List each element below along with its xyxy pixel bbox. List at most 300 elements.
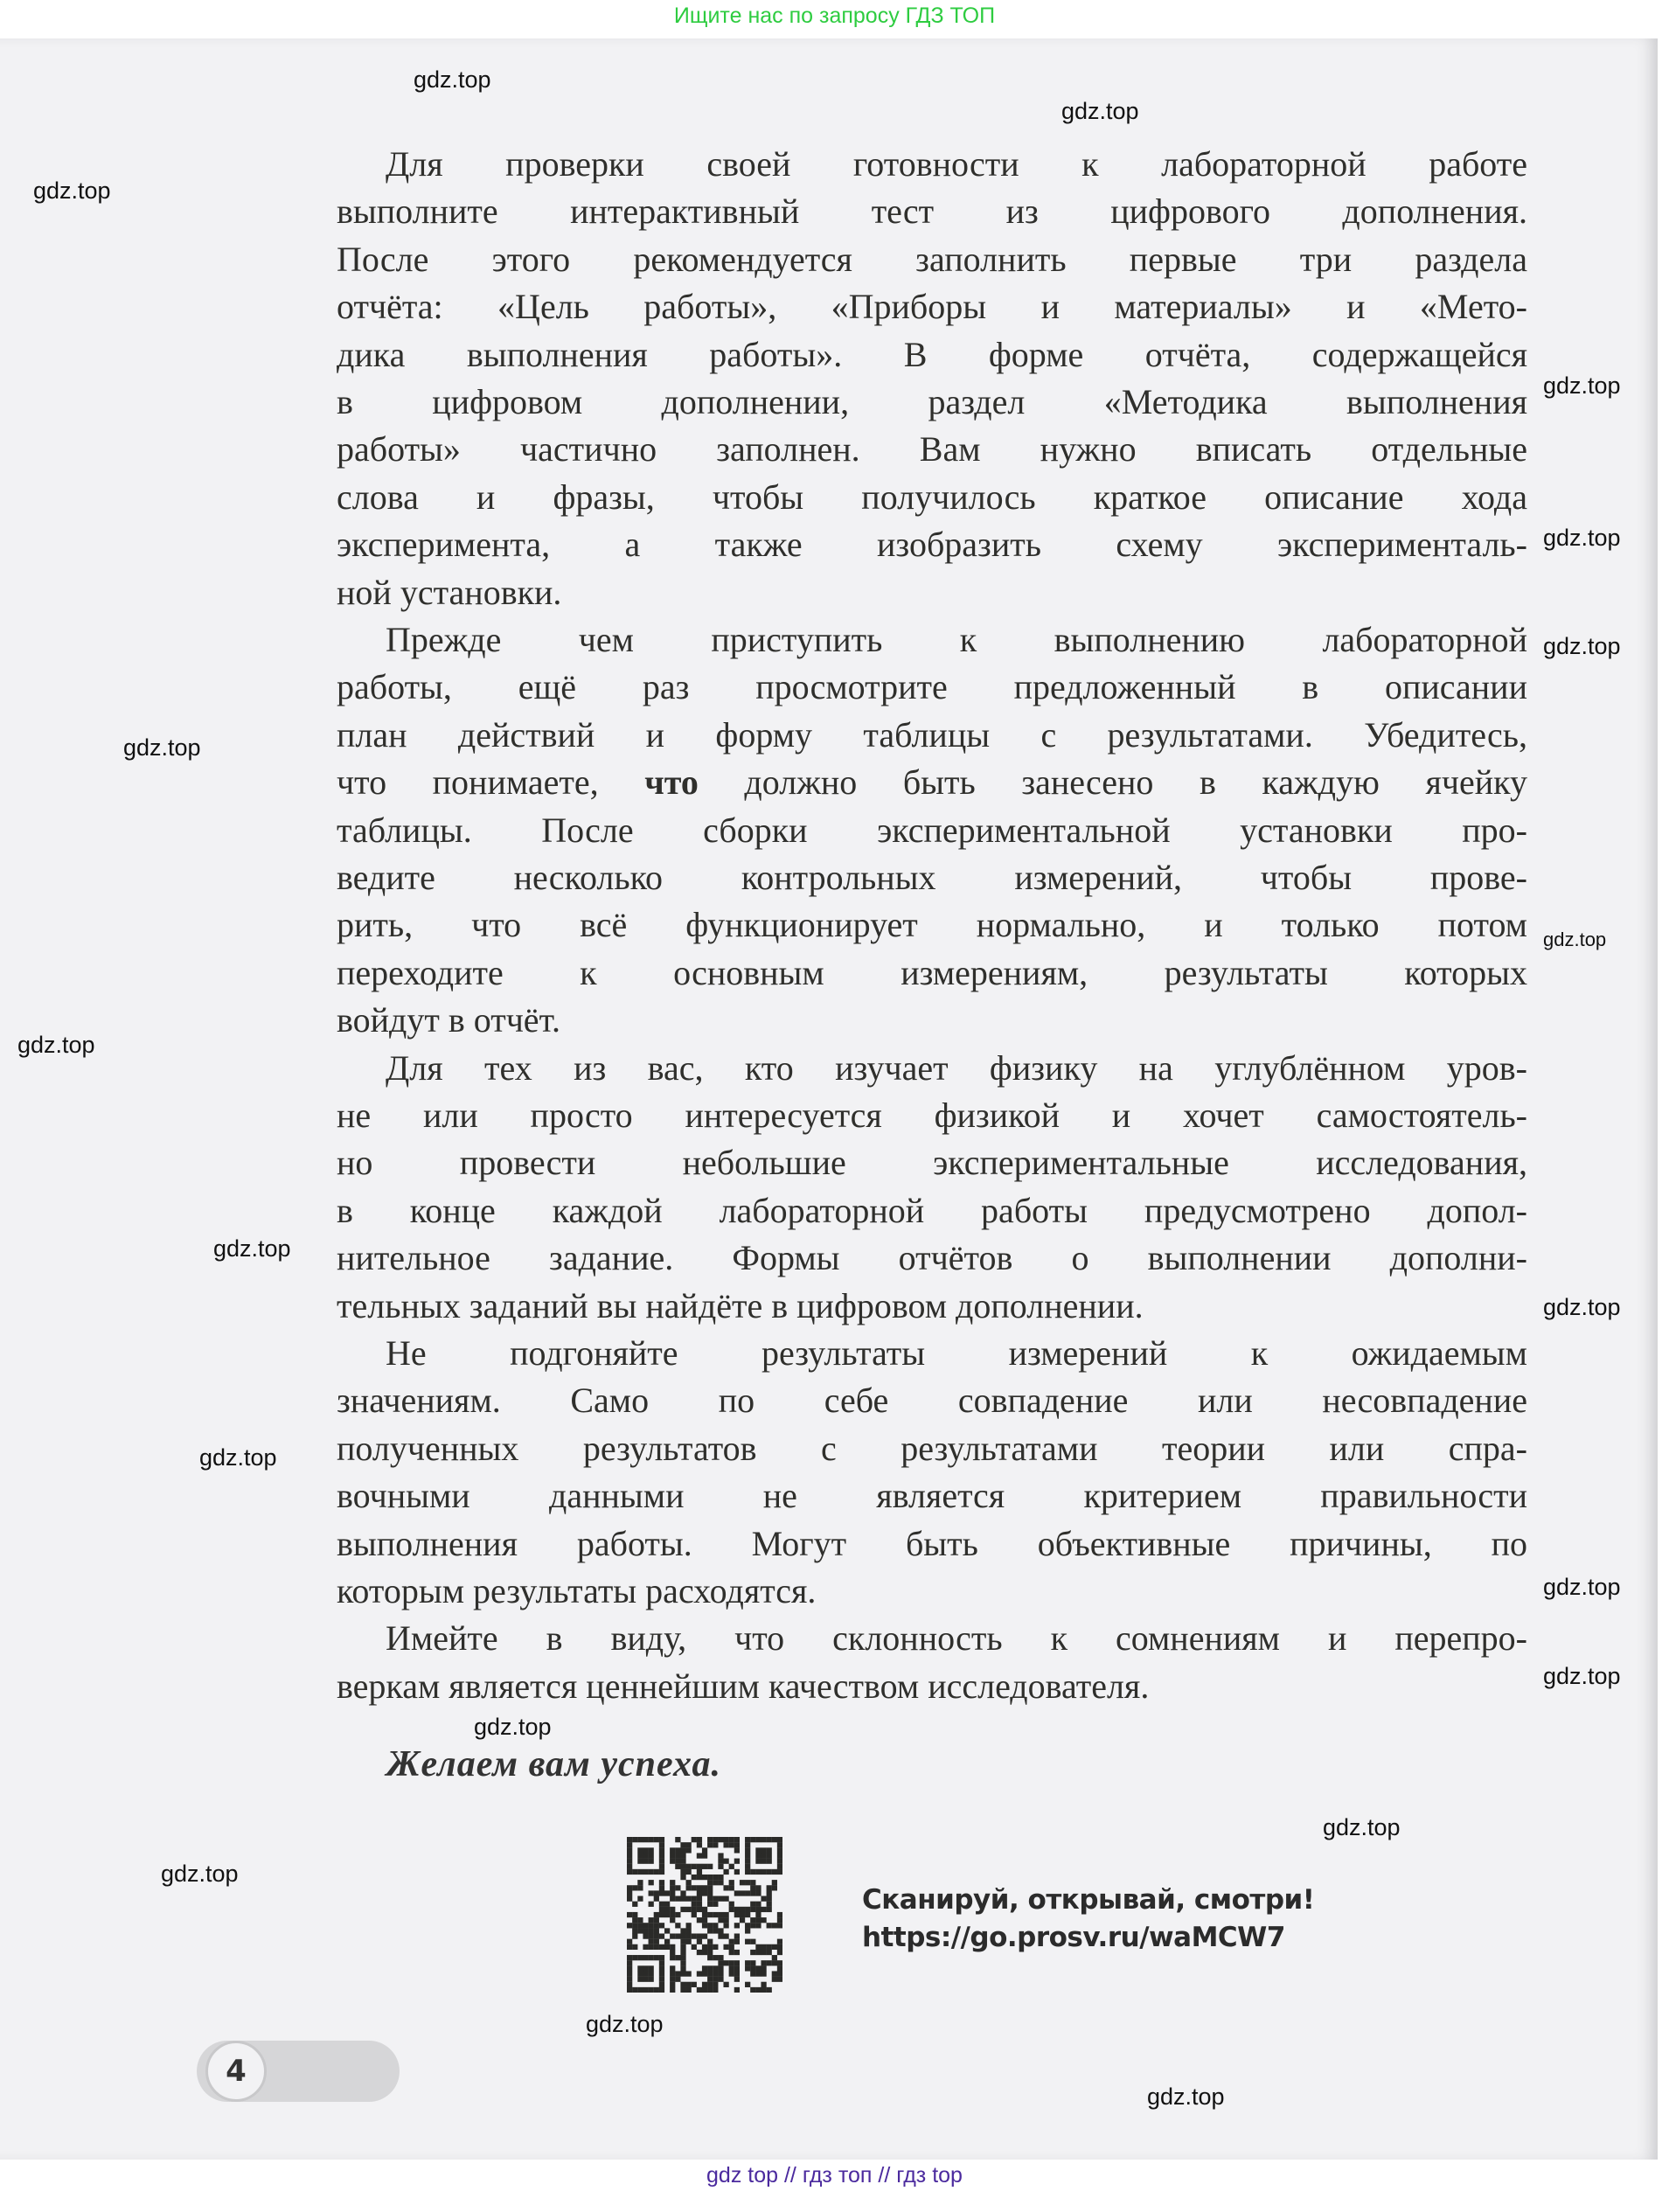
qr-module <box>637 1880 643 1885</box>
qr-module <box>686 1880 692 1885</box>
qr-module <box>670 1880 675 1885</box>
qr-module <box>702 1917 707 1923</box>
qr-module <box>734 1923 740 1928</box>
qr-module <box>659 1859 664 1864</box>
qr-module <box>772 1923 777 1928</box>
qr-module <box>707 1950 713 1955</box>
qr-module <box>637 1977 643 1982</box>
qr-module <box>723 1960 728 1965</box>
qr-module <box>670 1847 675 1853</box>
qr-module <box>745 1837 750 1842</box>
qr-module <box>772 1977 777 1982</box>
qr-module <box>697 1987 702 1993</box>
qr-module <box>734 1912 740 1917</box>
qr-module <box>680 1890 685 1896</box>
qr-module <box>729 1971 734 1976</box>
qr-module <box>713 1955 718 1960</box>
qr-module <box>697 1864 702 1869</box>
qr-module <box>649 1928 654 1933</box>
qr-module <box>637 1965 643 1971</box>
text-line: тельных заданий вы найдёте в цифровом дополнении. <box>337 1285 1144 1325</box>
qr-module <box>750 1960 755 1965</box>
qr-module <box>777 1864 782 1869</box>
qr-module <box>692 1902 697 1907</box>
qr-module <box>750 1939 755 1944</box>
qr-module <box>761 1950 766 1955</box>
qr-module <box>740 1907 745 1912</box>
qr-module <box>697 1939 702 1944</box>
qr-module <box>702 1864 707 1869</box>
qr-module <box>734 1987 740 1993</box>
qr-module <box>692 1896 697 1902</box>
text-line: работы» частично заполнен. Вам нужно вписать отдельные <box>337 429 1527 470</box>
qr-module <box>745 1880 750 1885</box>
qr-module <box>750 1869 755 1875</box>
text-line: Для проверки своей готовности к лабораторной работе <box>386 144 1527 184</box>
qr-module <box>654 1923 659 1928</box>
qr-module <box>777 1960 782 1965</box>
qr-module <box>654 1928 659 1933</box>
text-line: значениям. Само по себе совпадение или несовпадение <box>337 1381 1527 1421</box>
qr-module <box>755 1885 761 1890</box>
qr-module <box>659 1965 664 1971</box>
qr-module <box>750 1880 755 1885</box>
qr-module <box>755 1907 761 1912</box>
qr-module <box>654 1896 659 1902</box>
qr-module <box>777 1923 782 1928</box>
qr-module <box>761 1987 766 1993</box>
qr-module <box>745 1869 750 1875</box>
qr-module <box>680 1933 685 1938</box>
qr-module <box>702 1912 707 1917</box>
qr-module <box>680 1950 685 1955</box>
text-line: рить, что всё функционирует нормально, и только потом <box>337 905 1527 945</box>
qr-module <box>670 1933 675 1938</box>
qr-module <box>664 1912 670 1917</box>
qr-module <box>767 1869 772 1875</box>
qr-module <box>718 1933 723 1938</box>
watermark: gdz.top <box>1061 98 1139 124</box>
qr-module <box>637 1928 643 1933</box>
qr-module <box>654 1939 659 1944</box>
qr-module <box>627 1837 632 1842</box>
qr-module <box>649 1933 654 1938</box>
qr-module <box>649 1971 654 1976</box>
text-line: которым результаты расходятся. <box>337 1571 817 1610</box>
qr-module <box>697 1902 702 1907</box>
qr-module <box>680 1907 685 1912</box>
qr-module <box>702 1987 707 1993</box>
qr-module <box>670 1896 675 1902</box>
watermark: gdz.top <box>1147 2083 1225 2110</box>
qr-module <box>750 1907 755 1912</box>
qr-module <box>643 1965 648 1971</box>
qr-module <box>680 1960 685 1965</box>
qr-module <box>767 1896 772 1902</box>
text-line: Имейте в виду, что склонность к сомнениям и перепро- <box>386 1618 1527 1659</box>
qr-module <box>755 1869 761 1875</box>
qr-module <box>643 1971 648 1976</box>
qr-module <box>654 1933 659 1938</box>
qr-module <box>697 1971 702 1976</box>
qr-module <box>707 1928 713 1933</box>
qr-module <box>649 1847 654 1853</box>
qr-module <box>627 1971 632 1976</box>
qr-module <box>643 1977 648 1982</box>
qr-module <box>761 1907 766 1912</box>
qr-module <box>734 1842 740 1847</box>
qr-module <box>713 1880 718 1885</box>
qr-module <box>729 1885 734 1890</box>
qr-module <box>745 1853 750 1858</box>
qr-module <box>745 1928 750 1933</box>
qr-module <box>680 1859 685 1864</box>
qr-module <box>692 1933 697 1938</box>
qr-module <box>686 1864 692 1869</box>
qr-module <box>707 1912 713 1917</box>
qr-module <box>707 1939 713 1944</box>
qr-module <box>659 1977 664 1982</box>
qr-module <box>659 1853 664 1858</box>
qr-module <box>659 1907 664 1912</box>
qr-module <box>686 1971 692 1976</box>
qr-module <box>772 1944 777 1950</box>
qr-module <box>697 1869 702 1875</box>
qr-module <box>675 1933 680 1938</box>
text-span: должно быть занесено в каждую ячейку <box>698 762 1527 803</box>
qr-module <box>670 1950 675 1955</box>
qr-module <box>718 1955 723 1960</box>
text-line: в цифровом дополнении, раздел «Методика выполнения <box>337 382 1527 421</box>
qr-module <box>680 1875 685 1880</box>
qr-module <box>627 1885 632 1890</box>
qr-module <box>627 1864 632 1869</box>
qr-module <box>745 1890 750 1896</box>
qr-module <box>718 1853 723 1858</box>
qr-module <box>670 1971 675 1976</box>
qr-module <box>723 1885 728 1890</box>
text-line <box>337 759 1527 806</box>
text-line: войдут в отчёт. <box>337 1000 561 1040</box>
qr-module <box>772 1960 777 1965</box>
qr-module <box>767 1890 772 1896</box>
qr-module <box>686 1982 692 1987</box>
qr-module <box>675 1977 680 1982</box>
qr-module <box>692 1837 697 1842</box>
qr-module <box>686 1907 692 1912</box>
qr-module <box>649 1977 654 1982</box>
qr-module <box>755 1890 761 1896</box>
qr-module <box>772 1885 777 1890</box>
text-line: нительное задание. Формы отчётов о выполнении дополни- <box>337 1238 1527 1278</box>
qr-module <box>659 1944 664 1950</box>
qr-module <box>643 1923 648 1928</box>
qr-module <box>777 1859 782 1864</box>
qr-module <box>643 1955 648 1960</box>
qr-module <box>686 1896 692 1902</box>
qr-module <box>734 1971 740 1976</box>
qr-module <box>659 1987 664 1993</box>
watermark: gdz.top <box>1323 1814 1401 1840</box>
text-line: Прежде чем приступить к выполнению лабораторной <box>386 620 1527 659</box>
closing-wish: Желаем вам успеха. <box>386 1744 721 1784</box>
qr-module <box>755 1837 761 1842</box>
qr-module <box>713 1923 718 1928</box>
watermark: gdz.top <box>1543 1294 1621 1320</box>
qr-module <box>707 1896 713 1902</box>
qr-module <box>702 1847 707 1853</box>
qr-module <box>627 1842 632 1847</box>
qr-module <box>649 1890 654 1896</box>
qr-module <box>755 1971 761 1976</box>
qr-module <box>729 1907 734 1912</box>
qr-module <box>729 1960 734 1965</box>
qr-module <box>659 1902 664 1907</box>
qr-module <box>755 1902 761 1907</box>
text-line: вочными данными не является критерием правильности <box>337 1476 1527 1516</box>
text-line: ной установки. <box>337 572 562 612</box>
watermark: gdz.top <box>123 734 201 761</box>
qr-module <box>643 1837 648 1842</box>
text-line: но провести небольшие экспериментальные исследования, <box>337 1143 1527 1183</box>
watermark: gdz.top <box>1543 1574 1621 1600</box>
qr-code[interactable] <box>627 1837 782 1993</box>
qr-module <box>707 1880 713 1885</box>
qr-module <box>664 1890 670 1896</box>
qr-module <box>637 1955 643 1960</box>
qr-module <box>637 1923 643 1928</box>
qr-module <box>649 1917 654 1923</box>
text-line: эксперимента, а также изобразить схему эксперименталь- <box>337 525 1527 565</box>
qr-module <box>654 1987 659 1993</box>
qr-module <box>718 1837 723 1842</box>
qr-module <box>707 1977 713 1982</box>
qr-module <box>767 1859 772 1864</box>
qr-module <box>740 1890 745 1896</box>
qr-module <box>745 1864 750 1869</box>
watermark: gdz.top <box>199 1444 277 1471</box>
qr-module <box>659 1960 664 1965</box>
qr-module <box>670 1987 675 1993</box>
qr-module <box>659 1971 664 1976</box>
qr-module <box>707 1982 713 1987</box>
text-line: выполните интерактивный тест из цифрового дополнения. <box>337 191 1527 232</box>
qr-module <box>723 1982 728 1987</box>
qr-module <box>670 1907 675 1912</box>
qr-module <box>729 1842 734 1847</box>
qr-module <box>734 1890 740 1896</box>
qr-module <box>761 1853 766 1858</box>
qr-module <box>702 1933 707 1938</box>
qr-module <box>745 1847 750 1853</box>
qr-module <box>659 1837 664 1842</box>
qr-module <box>680 1896 685 1902</box>
qr-module <box>654 1837 659 1842</box>
qr-module <box>675 1847 680 1853</box>
qr-module <box>649 1853 654 1858</box>
qr-module <box>767 1923 772 1928</box>
qr-module <box>777 1837 782 1842</box>
qr-module <box>750 1917 755 1923</box>
qr-module <box>627 1955 632 1960</box>
qr-module <box>755 1944 761 1950</box>
qr-module <box>729 1837 734 1842</box>
qr-module <box>750 1923 755 1928</box>
qr-module <box>664 1928 670 1933</box>
qr-module <box>702 1971 707 1976</box>
watermark: gdz.top <box>33 177 111 204</box>
qr-module <box>750 1987 755 1993</box>
qr-module <box>654 1869 659 1875</box>
text-line: не или просто интересуется физикой и хочет самостоятель- <box>337 1096 1527 1135</box>
qr-module <box>729 1880 734 1885</box>
qr-module <box>680 1987 685 1993</box>
qr-module <box>637 1847 643 1853</box>
qr-module <box>767 1960 772 1965</box>
qr-module <box>713 1928 718 1933</box>
qr-module <box>692 1912 697 1917</box>
qr-module <box>686 1842 692 1847</box>
text-line: план действий и форму таблицы с результатами. Убедитесь, <box>337 714 1527 755</box>
qr-module <box>680 1939 685 1944</box>
qr-module <box>777 1971 782 1976</box>
qr-module <box>718 1971 723 1976</box>
qr-module <box>670 1982 675 1987</box>
qr-module <box>697 1842 702 1847</box>
text-line: ведите несколько контрольных измерений, чтобы прове- <box>337 858 1527 897</box>
qr-module <box>713 1842 718 1847</box>
qr-module <box>718 1875 723 1880</box>
qr-module <box>675 1896 680 1902</box>
qr-module <box>729 1864 734 1869</box>
qr-module <box>723 1859 728 1864</box>
qr-module <box>702 1907 707 1912</box>
qr-module <box>777 1847 782 1853</box>
text-line: Для тех из вас, кто изучает физику на углублённом уров- <box>386 1047 1527 1088</box>
qr-module <box>718 1965 723 1971</box>
qr-module <box>659 1864 664 1869</box>
qr-module <box>627 1890 632 1896</box>
qr-module <box>729 1939 734 1944</box>
qr-module <box>723 1944 728 1950</box>
qr-module <box>777 1977 782 1982</box>
text-line: переходите к основным измерениям, результаты которых <box>337 952 1527 992</box>
qr-module <box>718 1928 723 1933</box>
qr-module <box>729 1902 734 1907</box>
qr-module <box>649 1965 654 1971</box>
qr-module <box>697 1950 702 1955</box>
qr-module <box>637 1917 643 1923</box>
qr-module <box>734 1939 740 1944</box>
watermark: gdz.top <box>1543 929 1607 950</box>
qr-module <box>750 1950 755 1955</box>
watermark: gdz.top <box>213 1235 291 1262</box>
qr-module <box>659 1842 664 1847</box>
qr-module <box>761 1917 766 1923</box>
qr-module <box>740 1917 745 1923</box>
qr-module <box>713 1987 718 1993</box>
qr-module <box>697 1890 702 1896</box>
text-line: Не подгоняйте результаты измерений к ожидаемым <box>386 1333 1527 1373</box>
qr-module <box>723 1842 728 1847</box>
qr-module <box>670 1965 675 1971</box>
qr-module <box>680 1955 685 1960</box>
qr-module <box>723 1912 728 1917</box>
qr-module <box>755 1853 761 1858</box>
qr-module <box>702 1875 707 1880</box>
qr-module <box>659 1885 664 1890</box>
qr-module <box>675 1853 680 1858</box>
qr-module <box>627 1939 632 1944</box>
watermark: gdz.top <box>1543 372 1621 399</box>
qr-module <box>637 1859 643 1864</box>
qr-module <box>643 1869 648 1875</box>
watermark: gdz.top <box>1543 1663 1621 1689</box>
qr-module <box>750 1971 755 1976</box>
qr-module <box>670 1890 675 1896</box>
qr-module <box>637 1869 643 1875</box>
qr-module <box>692 1944 697 1950</box>
qr-module <box>686 1939 692 1944</box>
qr-module <box>664 1902 670 1907</box>
qr-module <box>675 1923 680 1928</box>
qr-module <box>707 1864 713 1869</box>
qr-module <box>750 1837 755 1842</box>
qr-module <box>627 1847 632 1853</box>
qr-module <box>777 1944 782 1950</box>
qr-module <box>627 1853 632 1858</box>
qr-module <box>649 1837 654 1842</box>
qr-module <box>777 1869 782 1875</box>
page-number-badge <box>197 2041 400 2102</box>
qr-module <box>637 1971 643 1976</box>
qr-module <box>718 1917 723 1923</box>
qr-module <box>767 1902 772 1907</box>
qr-module <box>643 1853 648 1858</box>
qr-module <box>723 1896 728 1902</box>
qr-module <box>767 1837 772 1842</box>
qr-module <box>750 1885 755 1890</box>
qr-module <box>697 1837 702 1842</box>
watermark: gdz.top <box>1543 525 1621 551</box>
text-line: веркам является ценнейшим качеством исследователя. <box>337 1666 1150 1706</box>
qr-module <box>632 1869 637 1875</box>
qr-module <box>755 1950 761 1955</box>
qr-module <box>627 1859 632 1864</box>
qr-link[interactable]: https://go.prosv.ru/waMCW7 <box>862 1922 1285 1953</box>
qr-module <box>632 1944 637 1950</box>
emphasis: что <box>644 762 699 803</box>
qr-module <box>675 1837 680 1842</box>
qr-module <box>659 1955 664 1960</box>
qr-module <box>627 1912 632 1917</box>
qr-module <box>713 1977 718 1982</box>
qr-module <box>767 1907 772 1912</box>
text-line: выполнения работы. Могут быть объективные причины, по <box>337 1523 1527 1563</box>
qr-module <box>707 1971 713 1976</box>
qr-module <box>659 1847 664 1853</box>
qr-module <box>692 1982 697 1987</box>
qr-module <box>664 1939 670 1944</box>
qr-module <box>649 1987 654 1993</box>
qr-module <box>745 1960 750 1965</box>
qr-module <box>686 1847 692 1853</box>
qr-module <box>707 1955 713 1960</box>
qr-module <box>772 1971 777 1976</box>
qr-module <box>755 1987 761 1993</box>
qr-module <box>654 1944 659 1950</box>
qr-module <box>702 1923 707 1928</box>
